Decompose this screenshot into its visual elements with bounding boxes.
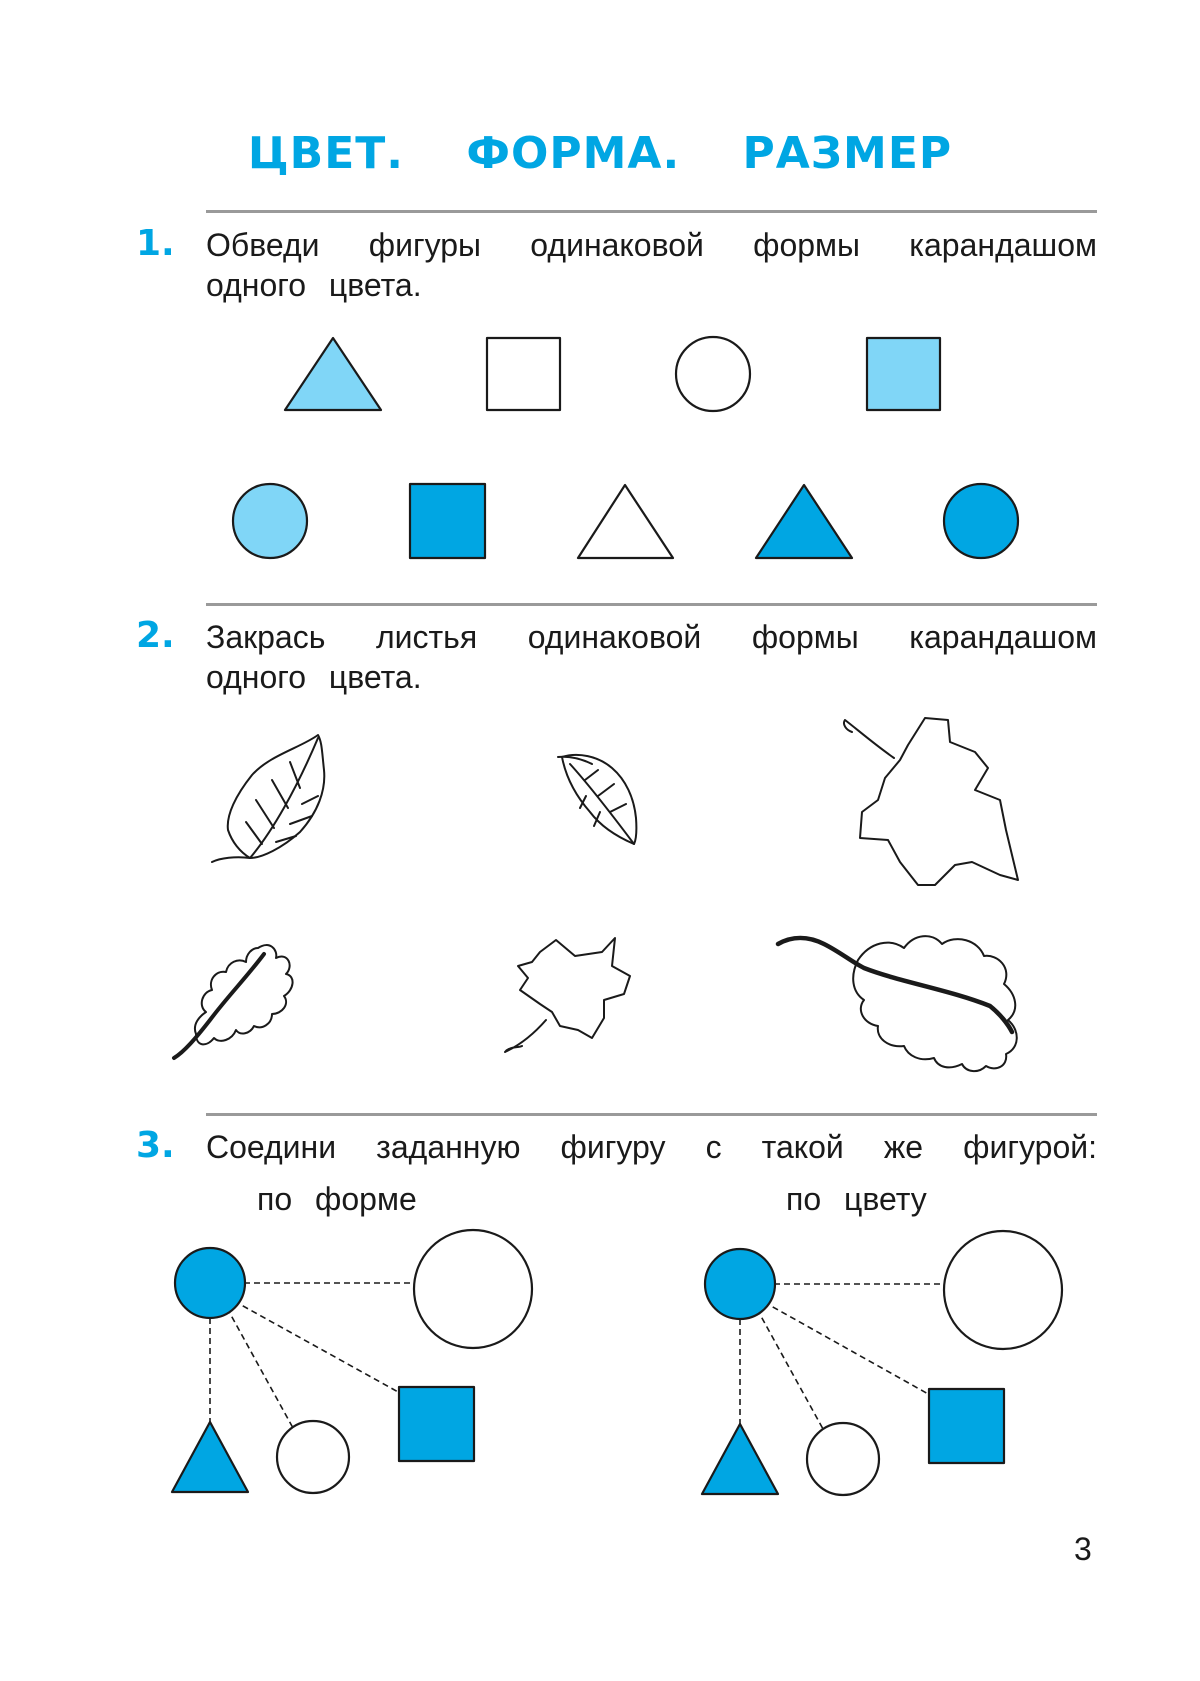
task-2-text-line2: одного цвета. bbox=[206, 659, 422, 695]
color-target-blue-square[interactable] bbox=[929, 1389, 1004, 1463]
shape-target-small-white-circle[interactable] bbox=[277, 1421, 349, 1493]
light-blue-square-shape[interactable] bbox=[867, 338, 940, 410]
white-square-shape[interactable] bbox=[487, 338, 560, 410]
light-blue-triangle-shape[interactable] bbox=[285, 338, 381, 410]
task-3-number: 3. bbox=[136, 1125, 175, 1166]
blue-square-shape[interactable] bbox=[410, 484, 485, 558]
by-shape-label: по форме bbox=[257, 1181, 417, 1217]
large-oak-leaf[interactable] bbox=[778, 936, 1017, 1071]
color-target-large-white-circle[interactable] bbox=[944, 1231, 1062, 1349]
task-1-text-line1: Обведи фигуры одинаковой формы карандашом bbox=[206, 227, 1097, 263]
page-number: 3 bbox=[1074, 1531, 1092, 1567]
color-target-blue-triangle[interactable] bbox=[702, 1424, 778, 1494]
white-circle-shape[interactable] bbox=[676, 337, 750, 411]
shape-target-large-white-circle[interactable] bbox=[414, 1230, 532, 1348]
color-connector-small-circle bbox=[757, 1309, 823, 1429]
task-3-text: Соедини заданную фигуру с такой же фигурой: bbox=[206, 1129, 1097, 1165]
shape-target-blue-square[interactable] bbox=[399, 1387, 474, 1461]
color-target-small-white-circle[interactable] bbox=[807, 1423, 879, 1495]
task-2-number: 2. bbox=[136, 615, 175, 656]
page-title: ЦВЕТ. ФОРМА. РАЗМЕР bbox=[247, 128, 953, 179]
light-blue-circle-shape[interactable] bbox=[233, 484, 307, 558]
small-birch-leaf[interactable] bbox=[558, 755, 636, 844]
small-maple-leaf[interactable] bbox=[505, 938, 630, 1052]
shape-connector-small-circle bbox=[227, 1308, 293, 1428]
birch-leaf[interactable] bbox=[212, 735, 324, 862]
shape-source-blue-circle[interactable] bbox=[175, 1248, 245, 1318]
white-triangle-shape[interactable] bbox=[578, 485, 673, 558]
color-connector-square bbox=[764, 1302, 930, 1395]
maple-leaf[interactable] bbox=[844, 718, 1018, 885]
shape-target-blue-triangle[interactable] bbox=[172, 1422, 248, 1492]
shape-connector-square bbox=[234, 1301, 400, 1393]
color-source-blue-circle[interactable] bbox=[705, 1249, 775, 1319]
task-1-number: 1. bbox=[136, 223, 175, 264]
task-1-text-line2: одного цвета. bbox=[206, 267, 422, 303]
blue-circle-shape[interactable] bbox=[944, 484, 1018, 558]
blue-triangle-shape[interactable] bbox=[756, 485, 852, 558]
task-2-text-line1: Закрась листья одинаковой формы карандашом bbox=[206, 619, 1097, 655]
by-color-label: по цвету bbox=[786, 1181, 927, 1217]
oak-leaf[interactable] bbox=[174, 945, 293, 1058]
